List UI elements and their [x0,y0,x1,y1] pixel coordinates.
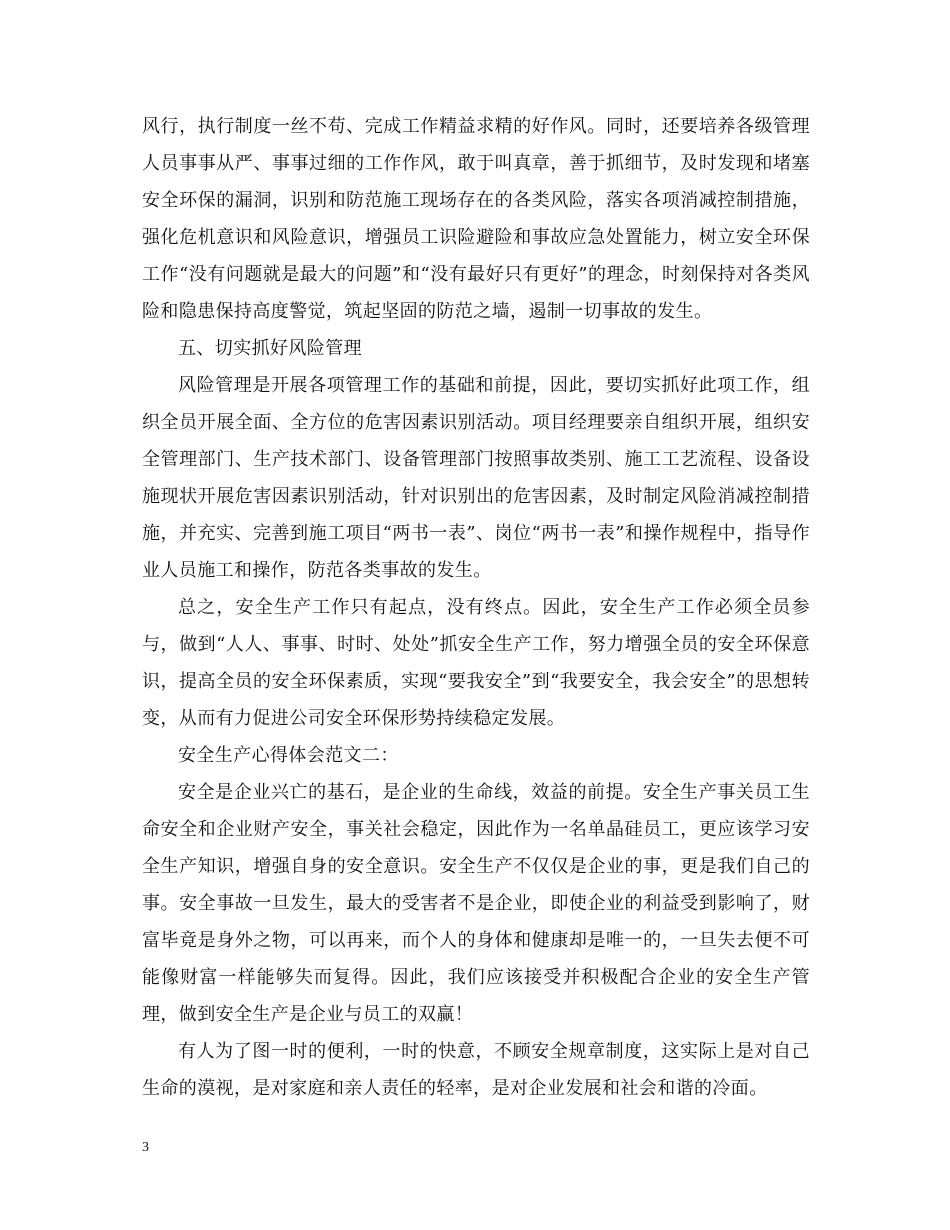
section-heading-risk-management: 五、切实抓好风险管理 [178,338,362,359]
paragraph-conclusion: 总之，安全生产工作只有起点，没有终点。因此，安全生产工作必须全员参与，做到“人人、事事、时时、处处”抓安全生产工作，努力增强全员的安全环保意识，提高全员的安全环保素质，实现“要我安全”到“我要安全，我会安全”的思想转变，从而有力促进公司安全环保形势持续稳定发展。 [142,597,810,729]
paragraph-safety-foundation: 安全是企业兴亡的基石，是企业的生命线，效益的前提。安全生产事关员工生命安全和企业财产安全，事关社会稳定，因此作为一名单晶硅员工，更应该学习安全生产知识，增强自身的安全意识。安全生产不仅仅是企业的事，更是我们自己的事。安全事故一旦发生，最大的受害者不是企业，即使企业的利益受到影响了，财富毕竟是身外之物，可以再来，而个人的身体和健康却是唯一的，一旦失去便不可能像财富一样能够失而复得。因此，我们应该接受并积极配合企业的安全生产管理，做到安全生产是企业与员工的双赢！ [142,782,810,1025]
essay-two-title: 安全生产心得体会范文二： [178,745,399,766]
paragraph-risk-management: 风险管理是开展各项管理工作的基础和前提，因此，要切实抓好此项工作，组织全员开展全面、全方位的危害因素识别活动。项目经理要亲自组织开展，组织安全管理部门、生产技术部门、设备管理部门按照事故类别、施工工艺流程、设备设施现状开展危害因素识别活动，针对识别出的危害因素，及时制定风险消减控制措施，并充实、完善到施工项目“两书一表”、岗位“两书一表”和操作规程中，指导作业人员施工和操作，防范各类事故的发生。 [142,375,810,581]
page-number: 3 [142,1140,149,1155]
paragraph-convenience: 有人为了图一时的便利，一时的快意，不顾安全规章制度，这实际上是对自己生命的漠视，是对家庭和亲人责任的轻率，是对企业发展和社会和谐的冷面。 [142,1041,810,1099]
document-body [142,108,810,1107]
paragraph-continuation: 风行，执行制度一丝不苟、完成工作精益求精的好作风。同时，还要培养各级管理人员事事从严、事事过细的工作作风，敢于叫真章，善于抓细节，及时发现和堵塞安全环保的漏洞，识别和防范施工现场存在的各类风险，落实各项消减控制措施，强化危机意识和风险意识，增强员工识险避险和事故应急处置能力，树立安全环保工作“没有问题就是最大的问题”和“没有最好只有更好”的理念，时刻保持对各类风险和隐患保持高度警觉，筑起坚固的防范之墙，遏制一切事故的发生。 [142,116,810,322]
